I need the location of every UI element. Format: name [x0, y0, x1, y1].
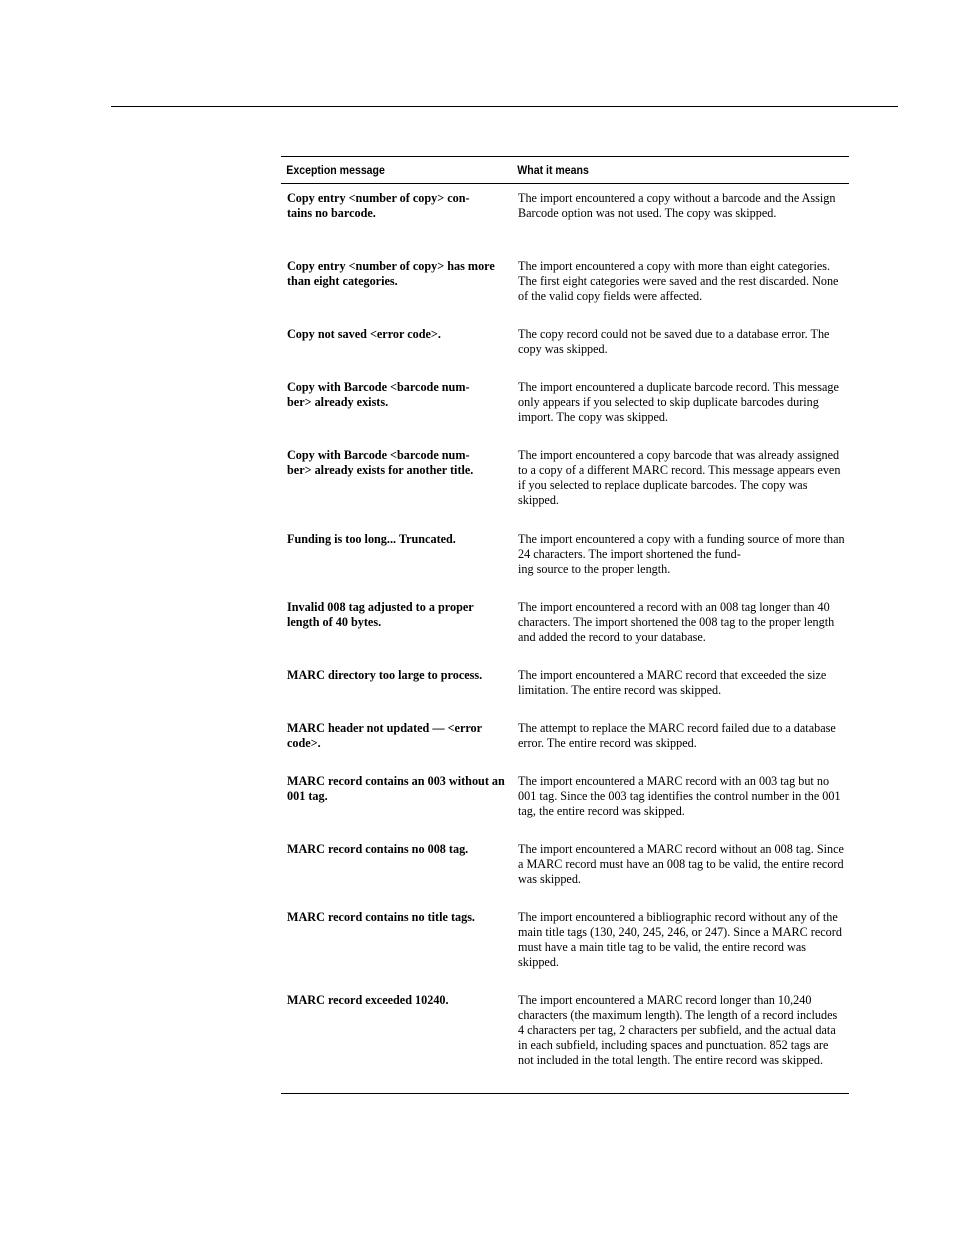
header-exception-message: Exception message	[286, 163, 385, 177]
table-row	[281, 600, 849, 668]
meaning-cell: The import encountered a copy with more than eight categories. The first eight categories were saved and the rest discarded. None of the valid copy fields were affected.	[518, 259, 839, 303]
table-row	[281, 993, 849, 1093]
meaning-cell: The import encountered a MARC record longer than 10,240 characters (the maximum length). The length of a record includes 4 characters per tag, 2 characters per subfield, and the actual data in each subfield, including spaces and punctuation. 852 tags are not included in the total length. The entire record was skipped.	[518, 993, 838, 1067]
exception-message-cell: MARC record contains an 003 without an 001 tag.	[287, 774, 505, 803]
meaning-cell: The import encountered a copy with a funding source of more than 24 characters. The import shortened the fund- ing source to the proper length.	[518, 532, 845, 576]
meaning-cell: The attempt to replace the MARC record failed due to a database error. The entire record was skipped.	[518, 721, 836, 750]
exception-message-cell: Funding is too long... Truncated.	[287, 532, 456, 546]
exception-messages-table	[281, 156, 849, 1094]
table-row	[281, 721, 849, 774]
exception-message-cell: MARC record contains no title tags.	[287, 910, 475, 924]
exception-message-cell: Copy with Barcode <barcode num- ber> already exists for another title.	[287, 448, 474, 477]
meaning-cell: The import encountered a record with an 008 tag longer than 40 characters. The import shortened the 008 tag to the proper length and added the record to your database.	[518, 600, 835, 644]
table-row	[281, 380, 849, 448]
meaning-cell: The import encountered a MARC record with an 003 tag but no 001 tag. Since the 003 tag identifies the control number in the 001 tag, the entire record was skipped.	[518, 774, 841, 818]
exception-message-cell: Invalid 008 tag adjusted to a proper length of 40 bytes.	[287, 600, 474, 629]
page-header-rule	[111, 106, 898, 107]
meaning-cell: The import encountered a copy barcode that was already assigned to a copy of a different MARC record. This message appears even if you selected to replace duplicate barcodes. The copy was skipped.	[518, 448, 841, 507]
exception-message-cell: Copy with Barcode <barcode num- ber> already exists.	[287, 380, 470, 409]
table-body	[281, 184, 849, 1093]
table-row	[281, 532, 849, 600]
exception-message-cell: MARC record contains no 008 tag.	[287, 842, 469, 856]
exception-message-cell: MARC directory too large to process.	[287, 668, 483, 682]
table-row	[281, 448, 849, 532]
exception-message-cell: Copy not saved <error code>.	[287, 327, 441, 341]
table-row	[281, 668, 849, 721]
meaning-cell: The import encountered a MARC record without an 008 tag. Since a MARC record must have an 008 tag to be valid, the entire record was skipped.	[518, 842, 844, 886]
exception-message-cell: MARC record exceeded 10240.	[287, 993, 449, 1007]
table-row	[281, 910, 849, 993]
meaning-cell: The copy record could not be saved due to a database error. The copy was skipped.	[518, 327, 830, 356]
table-row	[281, 842, 849, 910]
header-what-it-means: What it means	[517, 163, 589, 177]
meaning-cell: The import encountered a MARC record that exceeded the size limitation. The entire record was skipped.	[518, 668, 827, 697]
exception-message-cell: Copy entry <number of copy> con- tains no barcode.	[287, 191, 470, 220]
table-row	[281, 327, 849, 380]
meaning-cell: The import encountered a copy without a barcode and the Assign Barcode option was not used. The copy was skipped.	[518, 191, 836, 220]
table-row	[281, 259, 849, 327]
table-row	[281, 191, 849, 259]
exception-message-cell: Copy entry <number of copy> has more than eight categories.	[287, 259, 495, 288]
meaning-cell: The import encountered a bibliographic record without any of the main title tags (130, 240, 245, 246, or 247). Since a MARC record must have a main title tag to be valid, the entire record was skipped.	[518, 910, 842, 969]
table-header-row	[281, 157, 849, 184]
table-row	[281, 774, 849, 842]
exception-message-cell: MARC header not updated –– <error code>.	[287, 721, 482, 750]
meaning-cell: The import encountered a duplicate barcode record. This message only appears if you selected to skip duplicate barcodes during import. The copy was skipped.	[518, 380, 839, 424]
